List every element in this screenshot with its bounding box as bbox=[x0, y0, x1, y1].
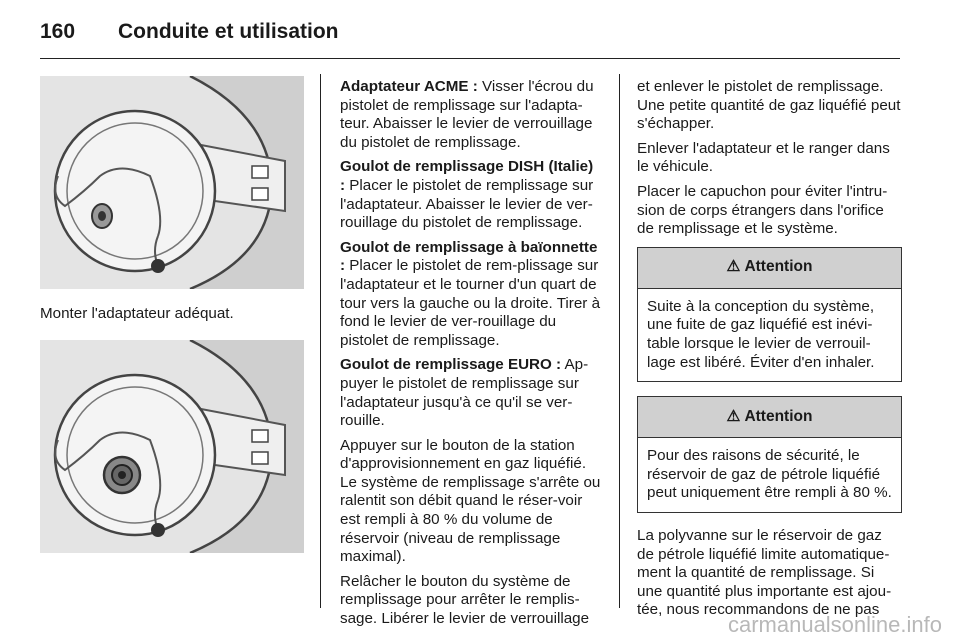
warning-header bbox=[638, 397, 901, 438]
header-divider bbox=[40, 58, 900, 59]
warning-header bbox=[638, 248, 901, 289]
paragraph-multivalve: La polyvanne sur le réservoir de gaz de pétrole liquéfié limite automatique-ment la quantité de remplissage. Si une quantité plus importante est ajou-tée, nous recommandons de ne pas bbox=[637, 526, 892, 619]
term-acme: Adaptateur ACME : bbox=[340, 78, 478, 95]
paragraph-remove-nozzle: et enlever le pistolet de remplissage. Une petite quantité de gaz liquéfié peut s'échapper. bbox=[637, 78, 901, 133]
chapter-title: Conduite et utilisation bbox=[118, 20, 339, 43]
warning-text: Suite à la conception du système, une fuite de gaz liquéfié est inévi-table lorsque le levier de verrouil-lage est libéré. Éviter d'en inhaler. bbox=[647, 297, 875, 371]
warning-triangle-icon: ⚠ bbox=[726, 258, 741, 276]
fuel-filler-adapter-illustration bbox=[40, 76, 304, 289]
paragraph-bayonet: Goulot de remplissage à baïonnette : Placer le pistolet de rem-plissage sur l'adaptateur et le tourner d'un quart de tour vers la gauche ou la droite. Tirer à fond le levier de ver-rouillage du pistolet de remplissage. bbox=[340, 238, 601, 349]
column-divider-right bbox=[619, 74, 620, 608]
paragraph-store-adapter: Enlever l'adaptateur et le ranger dans le véhicule. bbox=[637, 139, 890, 176]
watermark: carmanualsonline.info bbox=[727, 612, 942, 637]
column-middle bbox=[340, 78, 602, 635]
paragraph-dish: Goulot de remplissage DISH (Italie) : Placer le pistolet de remplissage sur l'adaptateur. Abaisser le levier de ver-rouillage du pistolet de remplissage. bbox=[340, 158, 594, 232]
term-euro: Goulot de remplissage EURO : bbox=[340, 356, 562, 374]
column-right bbox=[637, 78, 902, 626]
column-left bbox=[40, 76, 304, 553]
warning-box-leak bbox=[637, 247, 902, 382]
warning-text: Pour des raisons de sécurité, le réservoir de gaz de pétrole liquéfié peut uniquement être rempli à 80 %. bbox=[647, 447, 892, 502]
paragraph-release-button: Relâcher le bouton du système de remplissage pour arrêter le remplis-sage. Libérer le levier de verrouillage bbox=[340, 572, 590, 628]
paragraph-euro: Goulot de remplissage EURO : Ap-puyer le pistolet de remplissage sur l'adaptateur jusqu'à ce qu'il se ver-rouille. bbox=[340, 356, 589, 430]
page-header bbox=[40, 14, 920, 54]
term-dish: Goulot de remplissage DISH (Italie) : bbox=[340, 158, 594, 194]
paragraph-press-button: Appuyer sur le bouton de la station d'approvisionnement en gaz liquéfié. Le système de remplissage s'arrête ou ralentit son débit quand le réser-voir est rempli à 80 % du volume de réservoir (niveau de remplissage maximal). bbox=[340, 436, 601, 566]
figure-caption: Monter l'adaptateur adéquat. bbox=[40, 305, 234, 322]
warning-box-capacity bbox=[637, 396, 902, 513]
page-number: 160 bbox=[40, 20, 76, 43]
fuel-filler-adapter-fitted-illustration bbox=[40, 340, 304, 553]
term-bayonet: Goulot de remplissage à baïonnette : bbox=[340, 238, 598, 275]
column-divider-left bbox=[320, 74, 321, 608]
warning-title: Attention bbox=[744, 258, 813, 276]
paragraph-cap: Placer le capuchon pour éviter l'intru-sion de corps étrangers dans l'orifice de remplissage et le système. bbox=[637, 182, 888, 238]
warning-triangle-icon: ⚠ bbox=[726, 407, 741, 425]
paragraph-acme: Adaptateur ACME : Visser l'écrou du pistolet de remplissage sur l'adapta-teur. Abaisser le levier de verrouillage du pistolet de remplissage. bbox=[340, 78, 594, 151]
warning-title: Attention bbox=[744, 407, 813, 425]
